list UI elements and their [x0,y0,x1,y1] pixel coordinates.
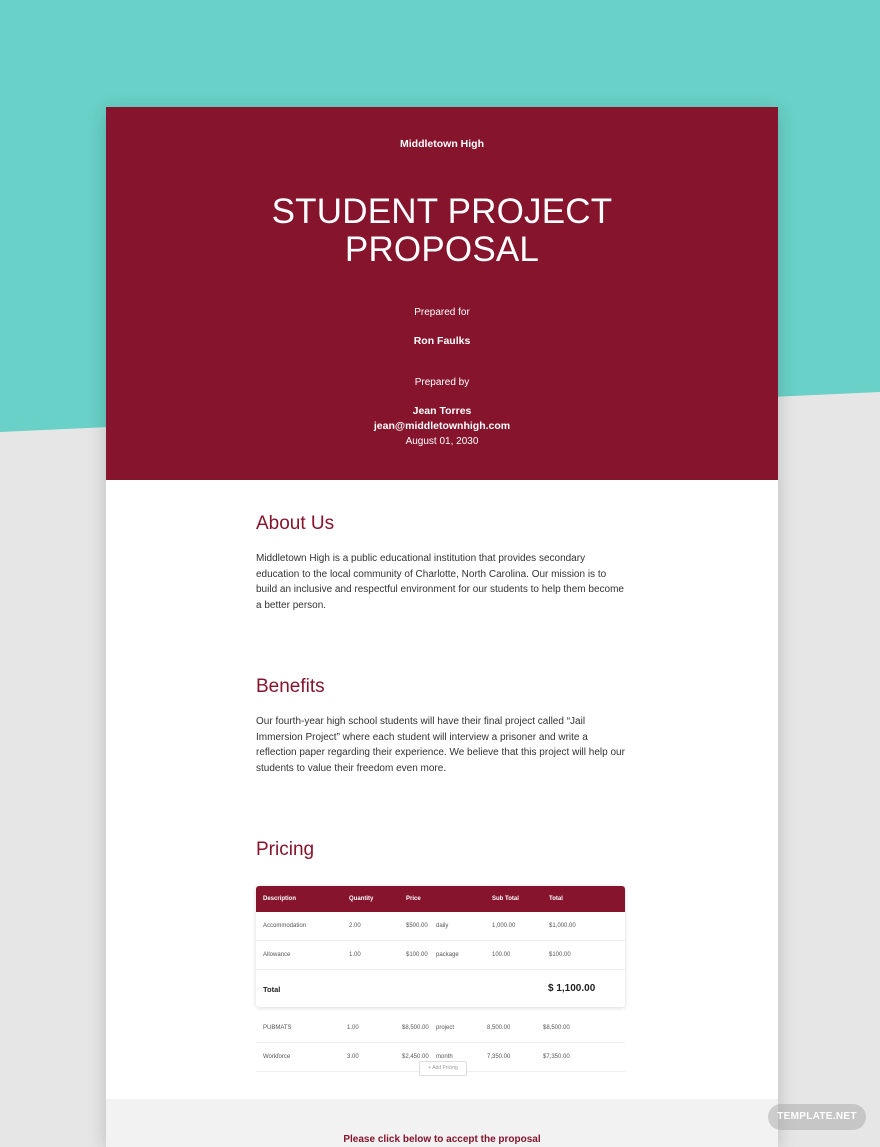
row-unit: project [436,1025,455,1031]
row-unit: daily [436,923,449,929]
col-subtotal: Sub Total [492,896,519,902]
about-paragraph [256,551,628,613]
col-description: Description [263,896,297,902]
col-quantity: Quantity [349,896,374,902]
additional-pricing-rows [256,1014,625,1060]
pricing-table-header [256,886,625,912]
table-row[interactable] [256,941,625,970]
template-net-badge: TEMPLATE.NET [768,1104,866,1130]
row-quantity: 2.00 [349,923,361,929]
table-row[interactable] [256,912,625,941]
prepared-by-name: Jean Torres [412,405,472,417]
benefits-heading: Benefits [256,676,325,697]
row-subtotal: 7,350.00 [487,1054,511,1060]
table-row[interactable] [256,1014,625,1043]
benefits-line: reflection paper regarding their experience. We believe that this project will help our [256,747,625,758]
row-subtotal: 8,500.00 [487,1025,511,1031]
about-heading: About Us [256,513,335,534]
about-line: build an inclusive and respectful environment for our students to help them become [256,584,624,595]
table-total-row [256,970,625,1007]
row-description: PUBMATS [263,1025,292,1031]
row-price: $8,500.00 [402,1025,429,1031]
about-line: education to the local community of Charlotte, North Carolina. Our mission is to [256,568,607,580]
col-price: Price [406,896,421,902]
row-total: $1,000.00 [549,923,576,929]
row-total: $100.00 [549,952,571,958]
school-name: Middletown High [400,138,484,150]
total-value: $ 1,100.00 [548,983,596,994]
prepared-by-email[interactable]: jean@middletownhigh.com [373,420,511,432]
benefits-line: Immersion Project” where each student will interview a prisoner and write a [256,731,588,743]
row-subtotal: 100.00 [492,952,511,958]
benefits-line: students to value their freedom even more. [256,762,447,774]
row-price: $2,450.00 [402,1054,429,1060]
row-total: $8,500.00 [543,1025,570,1031]
about-line: Middletown High is a public educational institution that provides secondary [256,553,586,564]
row-unit: package [436,952,459,958]
row-unit: month [436,1054,453,1060]
accept-proposal-text: Please click below to accept the proposal [343,1134,541,1145]
row-total: $7,350.00 [543,1054,570,1060]
cover-banner [106,107,778,480]
row-price: $100.00 [406,952,428,958]
about-line: a better person. [256,599,327,611]
proposal-document [106,107,778,1147]
row-subtotal: 1,000.00 [492,923,516,929]
row-price: $500.00 [406,923,428,929]
benefits-paragraph [256,714,628,776]
row-description: Accommodation [263,923,307,929]
title-line-1: STUDENT PROJECT [271,192,613,231]
total-label: Total [263,985,281,994]
row-description: Workforce [263,1054,291,1060]
pricing-table [256,886,625,1007]
pricing-heading: Pricing [256,839,315,860]
add-pricing-button[interactable]: + Add Pricing [419,1061,467,1076]
prepared-by-label: Prepared by [414,377,470,388]
prepared-for-name: Ron Faulks [413,335,471,347]
row-quantity: 3.00 [347,1054,359,1060]
proposal-date: August 01, 2030 [405,436,479,447]
title-line-2: PROPOSAL [344,230,540,269]
row-quantity: 1.00 [349,952,361,958]
document-title [106,193,778,269]
col-total: Total [549,896,563,902]
benefits-line: Our fourth-year high school students will have their final project called “Jail [256,716,586,727]
prepared-for-label: Prepared for [414,307,470,318]
row-description: Allowance [263,952,291,958]
row-quantity: 1.00 [347,1025,359,1031]
